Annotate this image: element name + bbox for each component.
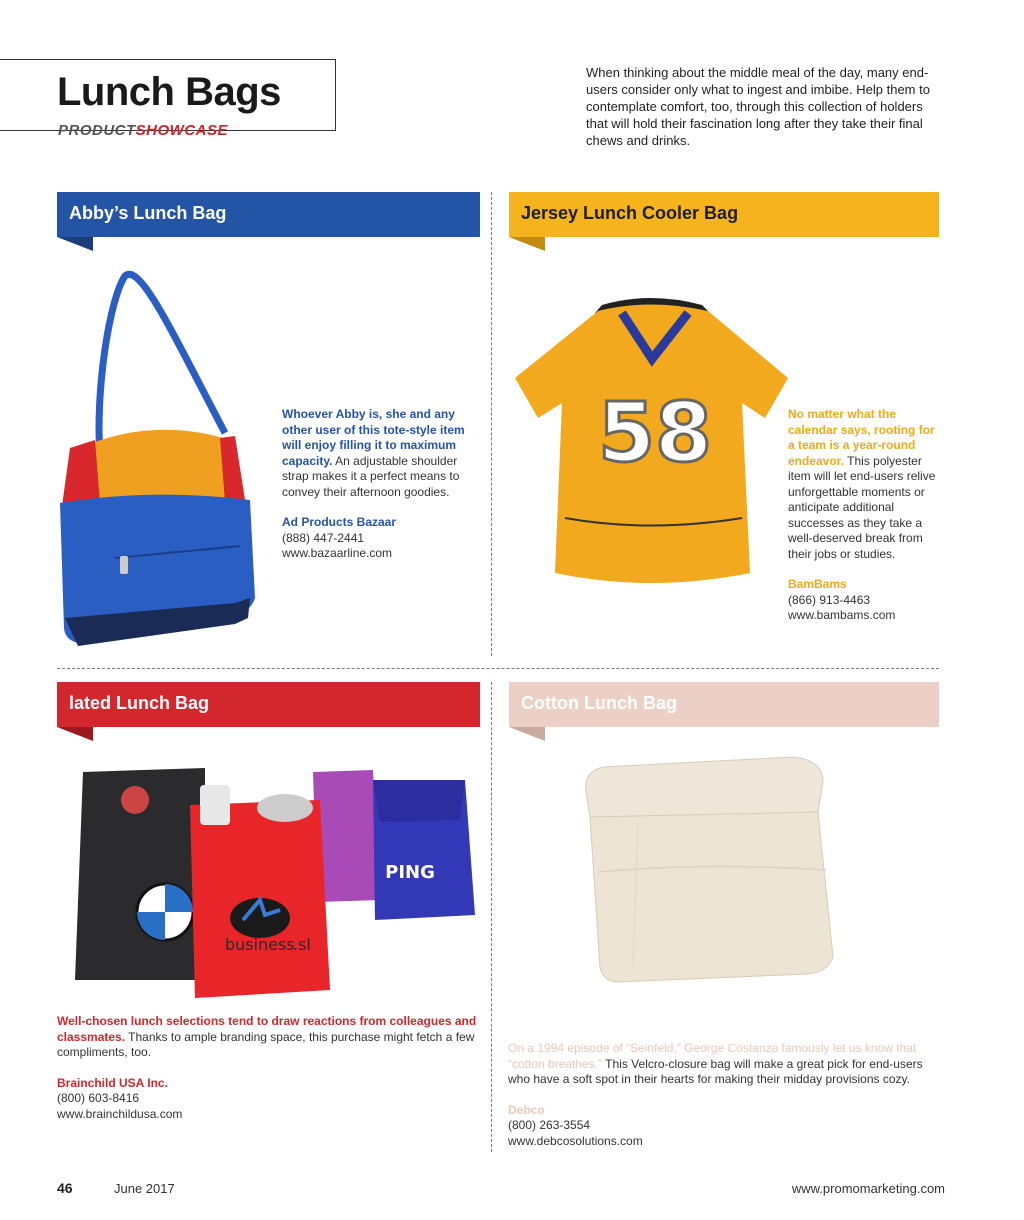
product-text-insulated-lunch-bag xyxy=(57,1014,477,1122)
product-text-cotton-lunch-bag xyxy=(508,1041,938,1149)
product-website[interactable]: www.bazaarline.com xyxy=(282,546,393,560)
business-logo-suffix: .sl xyxy=(293,935,311,954)
product-text-jersey-lunch-cooler-bag xyxy=(788,407,940,624)
page-number: 46 xyxy=(57,1180,73,1196)
product-lead: On a 1994 episode of “Seinfeld,” George Costanza famously let us know that “cotton breathes.” xyxy=(508,1041,917,1071)
product-phone: (888) 447-2441 xyxy=(282,530,365,545)
insulated-lunch-bags-image xyxy=(55,760,480,1000)
banner-tab xyxy=(509,727,545,741)
banner-insulated-lunch-bag: lated Lunch Bag xyxy=(57,682,480,727)
banner-tab xyxy=(57,237,93,251)
cotton-lunch-bag-image xyxy=(578,752,838,987)
column-divider-bottom xyxy=(491,682,492,1152)
product-body: Thanks to ample branding space, this purchase might fetch a few compliments, too. xyxy=(57,1029,475,1059)
banner-tab xyxy=(509,237,545,251)
banner-abbys-lunch-bag: Abby’s Lunch Bag xyxy=(57,192,480,237)
product-brand: BamBams xyxy=(788,577,847,591)
issue-date: June 2017 xyxy=(114,1181,175,1196)
product-brand: Brainchild USA Inc. xyxy=(57,1075,168,1090)
product-lead: Whoever Abby is, she and any other user of this tote-style item will enjoy filling it to maximum capacity. xyxy=(282,407,465,468)
jersey-number: 58 xyxy=(597,386,713,481)
product-website[interactable]: www.debcosolutions.com xyxy=(508,1133,643,1148)
product-phone: (800) 603-8416 xyxy=(57,1091,140,1105)
product-lead: Well-chosen lunch selections tend to draw reactions from colleagues and classmates. xyxy=(57,1014,477,1044)
product-brand: Debco xyxy=(508,1102,545,1117)
section-subtitle xyxy=(58,122,228,139)
banner-tab xyxy=(57,727,93,741)
row-divider xyxy=(57,668,939,669)
page-title: Lunch Bags xyxy=(57,70,281,114)
product-body: This Velcro-closure bag will make a great pick for end-users who have a soft spot in their hearts for making their midday provisions cozy. xyxy=(508,1056,923,1086)
product-website[interactable]: www.brainchildusa.com xyxy=(57,1106,183,1121)
banner-jersey-lunch-cooler-bag: Jersey Lunch Cooler Bag xyxy=(509,192,939,237)
product-phone: (800) 263-3554 xyxy=(508,1118,591,1132)
abbys-lunch-bag-image xyxy=(50,268,265,653)
jersey-lunch-bag-image xyxy=(510,293,795,598)
product-brand: Ad Products Bazaar xyxy=(282,515,397,529)
footer-website[interactable]: www.promomarketing.com xyxy=(791,1181,945,1196)
business-logo: business xyxy=(225,935,295,954)
product-body: This polyester item will let end-users relive unforgettable moments or anticipate additional successes as they take a well-deserved break from their jobs or studies. xyxy=(788,453,936,561)
banner-cotton-lunch-bag: Cotton Lunch Bag xyxy=(509,682,939,727)
product-lead: No matter what the calendar says, rooting for a team is a year-round endeavor. xyxy=(788,407,935,468)
subtitle-product: PRODUCT xyxy=(58,122,136,139)
product-text-abbys-lunch-bag xyxy=(282,407,472,562)
ping-logo: PING xyxy=(385,862,435,883)
product-website[interactable]: www.bambams.com xyxy=(788,608,896,622)
column-divider-top xyxy=(491,192,492,656)
product-phone: (866) 913-4463 xyxy=(788,592,871,607)
intro-paragraph: When thinking about the middle meal of the day, many end-users consider only what to ingest and imbibe. Help them to contemplate comfort, too, through this collection of holders that will hold their fascination long after they take their final chews and drinks. xyxy=(586,65,930,148)
subtitle-showcase: SHOWCASE xyxy=(135,122,229,139)
product-body: An adjustable shoulder strap makes it a perfect means to convey their afternoon goodies. xyxy=(282,453,460,499)
